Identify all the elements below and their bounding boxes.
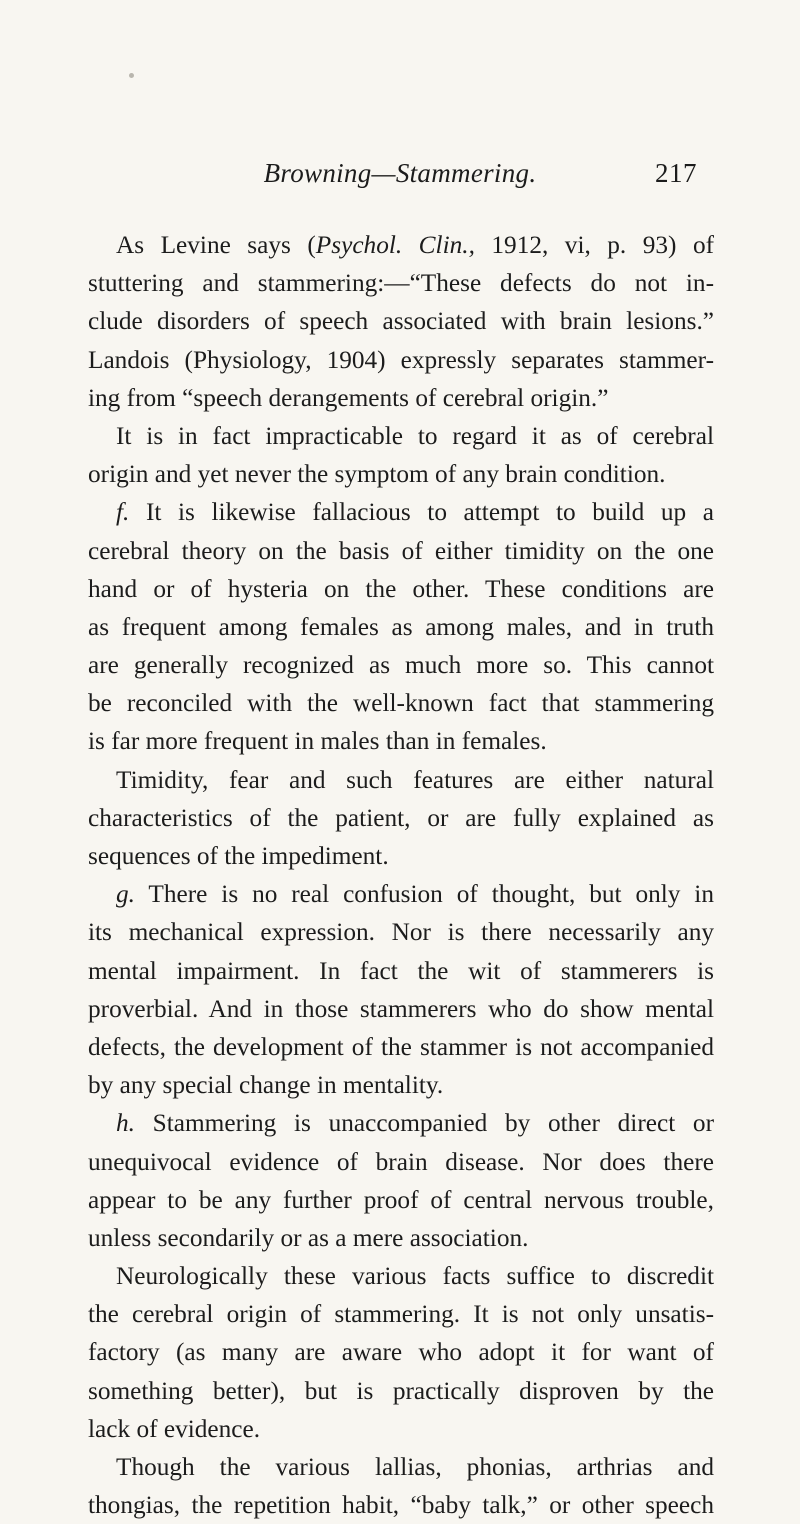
text-line — [88, 1143, 714, 1181]
line-text: defects, the development of the stammer is not accompanied — [88, 1032, 714, 1061]
line-text: sequences of the impediment. — [88, 842, 389, 870]
line-text: Timidity, fear and such features are either natural — [116, 765, 714, 794]
text-line — [88, 684, 714, 722]
text-line — [88, 837, 714, 875]
text-line — [88, 913, 714, 951]
text-line — [88, 302, 714, 340]
text-line — [88, 1333, 714, 1371]
text-line — [88, 1295, 714, 1333]
line-text: is far more frequent in males than in females. — [88, 727, 547, 756]
line-text: stuttering and stammering:—“These defects do not in- — [88, 269, 714, 298]
line-text: It is in fact impracticable to regard it as of cerebral — [116, 421, 714, 450]
line-text: ing from “speech derangements of cerebral origin.” — [88, 383, 609, 412]
text-line — [88, 1066, 714, 1104]
text-line — [88, 799, 714, 837]
page-number: 217 — [655, 158, 697, 188]
text-line — [88, 875, 714, 913]
text-line — [88, 417, 714, 455]
line-text: As Levine says ( — [116, 231, 316, 259]
line-text: It is likewise fallacious to attempt to build up a — [129, 498, 714, 527]
section-marker: h. — [116, 1109, 135, 1138]
line-text: lack of evidence. — [88, 1414, 261, 1443]
citation-title: Psychol. Clin., — [315, 231, 475, 259]
text-line — [88, 990, 714, 1028]
running-head: Browning—Stammering. — [263, 158, 537, 188]
line-text: are generally recognized as much more so. This cannot — [88, 651, 714, 680]
page-header — [0, 158, 800, 198]
line-text: by any special change in mentality. — [88, 1071, 444, 1100]
line-text: as frequent among females as among males, and in truth — [88, 612, 714, 641]
text-line — [88, 455, 714, 493]
line-text: unless secondarily or as a mere association. — [88, 1223, 529, 1252]
text-line — [88, 379, 714, 417]
text-line — [88, 226, 714, 264]
line-text: thongias, the repetition habit, “baby talk,” or other speech — [88, 1491, 714, 1520]
text-line — [88, 722, 714, 760]
line-text: appear to be any further proof of central nervous trouble, — [88, 1185, 714, 1214]
text-line — [88, 1028, 714, 1066]
line-text: There is no real confusion of thought, but only in — [134, 880, 714, 909]
line-text: the cerebral origin of stammering. It is not only unsatis- — [88, 1300, 714, 1329]
text-line — [88, 952, 714, 990]
text-line — [88, 1448, 714, 1486]
text-line — [88, 264, 714, 302]
line-text: Though the various lallias, phonias, arthrias and — [116, 1453, 714, 1481]
speck-mark — [129, 73, 134, 78]
text-line — [88, 1104, 714, 1142]
line-text: characteristics of the patient, or are fully explained as — [88, 803, 714, 832]
line-text: factory (as many are aware who adopt it for want of — [88, 1338, 714, 1367]
text-line — [88, 570, 714, 608]
text-line — [88, 608, 714, 646]
line-text: origin and yet never the symptom of any brain condition. — [88, 460, 666, 489]
line-text: be reconciled with the well-known fact that stammering — [88, 689, 714, 718]
text-line — [88, 761, 714, 799]
text-line — [88, 646, 714, 684]
line-text: cerebral theory on the basis of either timidity on the one — [88, 536, 714, 565]
line-text: Landois (Physiology, 1904) expressly separates stammer- — [88, 345, 714, 374]
section-marker: g. — [116, 880, 135, 909]
text-line — [88, 1486, 714, 1524]
text-line — [88, 1181, 714, 1219]
line-text: Neurologically these various facts suffice to discredit — [116, 1262, 714, 1291]
text-line — [88, 341, 714, 379]
body-text — [88, 226, 714, 1524]
line-text: unequivocal evidence of brain disease. Nor does there — [88, 1147, 714, 1176]
text-line — [88, 1219, 714, 1257]
section-marker: f. — [116, 498, 130, 527]
line-text: hand or of hysteria on the other. These conditions are — [88, 574, 714, 603]
line-text: something better), but is practically disproven by the — [88, 1376, 714, 1405]
line-text: mental impairment. In fact the wit of stammerers is — [88, 956, 714, 985]
line-text: proverbial. And in those stammerers who do show mental — [88, 994, 714, 1023]
text-line — [88, 1410, 714, 1448]
line-text: Stammering is unaccompanied by other direct or — [134, 1109, 714, 1138]
line-text: clude disorders of speech associated with brain lesions.” — [88, 307, 714, 336]
text-line — [88, 1372, 714, 1410]
text-line — [88, 532, 714, 570]
line-text-rest: 1912, vi, p. 93) of — [474, 231, 714, 259]
line-text: its mechanical expression. Nor is there necessarily any — [88, 918, 714, 947]
text-line — [88, 493, 714, 531]
text-line — [88, 1257, 714, 1295]
